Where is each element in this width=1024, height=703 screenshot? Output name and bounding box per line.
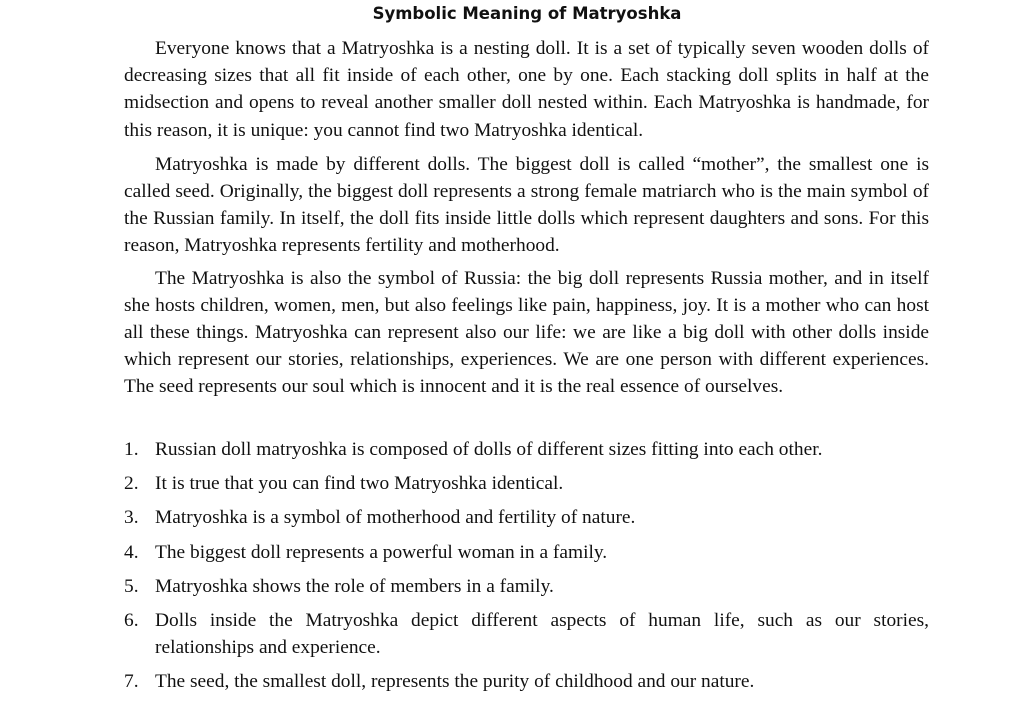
- statement-number: 7.: [124, 671, 139, 693]
- statement-item: [124, 573, 929, 600]
- paragraph-2: Matryoshka is made by different dolls. The biggest doll is called “mother”, the smallest one is called seed. Originally, the biggest doll represents a strong female matriarch who is the main symbol of the Russian family. In itself, the doll fits inside little dolls which represent daughters and sons. For this reason, Matryoshka represents fertility and motherhood.: [124, 153, 929, 257]
- statement-number: 5.: [124, 575, 139, 597]
- statement-item: [124, 539, 929, 566]
- body-text: [124, 35, 929, 407]
- statement-item: [124, 436, 929, 463]
- statement-item: [124, 607, 929, 661]
- statement-text: Russian doll matryoshka is composed of dolls of different sizes fitting into each other.: [155, 439, 823, 460]
- paragraph-3: The Matryoshka is also the symbol of Russia: the big doll represents Russia mother, and in itself she hosts children, women, men, but also feelings like pain, happiness, joy. It is a mother who can host all these things. Matryoshka can represent also our life: we are like a big doll with other dolls inside which represent our stories, relationships, experiences. We are one person with different experiences. The seed represents our soul which is innocent and it is the real essence of ourselves.: [124, 267, 929, 398]
- statement-number: 1.: [124, 439, 139, 460]
- statement-text: The seed, the smallest doll, represents the purity of childhood and our nature.: [155, 671, 755, 693]
- paragraph-1: Everyone knows that a Matryoshka is a nesting doll. It is a set of typically seven wooden dolls of decreasing sizes that all fit inside of each other, one by one. Each stacking doll splits in half at the midsection and opens to reveal another smaller doll nested within. Each Matryoshka is handmade, for this reason, it is unique: you cannot find two Matryoshka identical.: [124, 38, 929, 141]
- statement-text: It is true that you can find two Matryoshka identical.: [155, 473, 564, 495]
- statement-number: 2.: [124, 473, 139, 495]
- statement-number: 6.: [124, 610, 139, 632]
- statement-number: 3.: [124, 507, 139, 529]
- statement-item: [124, 470, 929, 497]
- statement-list: [124, 436, 929, 703]
- statement-item: [124, 504, 929, 531]
- statement-text: Matryoshka is a symbol of motherhood and fertility of nature.: [155, 507, 636, 529]
- statement-text: Dolls inside the Matryoshka depict different aspects of human life, such as our stories, relationships and experience.: [155, 610, 929, 659]
- statement-item: [124, 668, 929, 695]
- statement-number: 4.: [124, 541, 139, 563]
- statement-text: Matryoshka shows the role of members in a family.: [155, 575, 554, 597]
- document-title: Symbolic Meaning of Matryoshka: [372, 4, 682, 23]
- statement-text: The biggest doll represents a powerful woman in a family.: [155, 541, 608, 563]
